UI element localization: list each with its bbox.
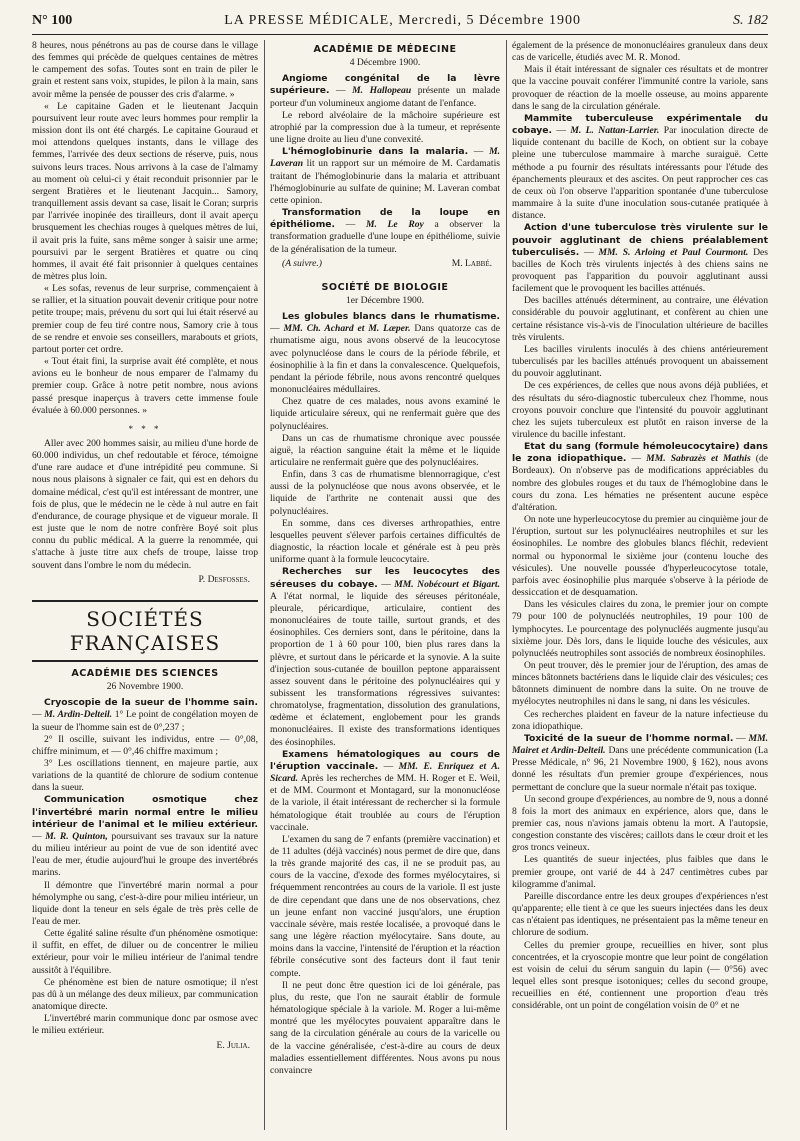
signature: P. Desfosses. [198,573,250,585]
paragraph: L'invertébré marin communique donc par osmose avec le milieu extérieur. [32,1013,258,1037]
article-author: MM. Ch. Achard et M. Læper. [283,323,411,335]
article: Les globules blancs dans le rhumatisme. — MM. Ch. Achard et M. Læper. Dans quatorze cas de rhumatisme aigu, nous avons observé de la leucocytose avec polynucléose dans le cours de la période fébrile, et éosinophilie à la fin et dans la convalescence. Quelquefois, pendant la période fébrile, nous avons rencontré quelques mononucléaires médullaires. [270,311,500,396]
article-text: Dans quatorze cas de rhumatisme aigu, nous avons observé de la leucocytose avec polynucléose dans le cours de la période fébrile, et éosinophilie à la fin et dans la convalescence. Quelquefois, pendant la période fébrile, nous avons rencontré quelques mononucléaires médullaires. [270,323,500,396]
article-author: M. Le Roy [365,219,424,231]
paragraph: Dans les vésicules claires du zona, le premier jour on compte 79 pour 100 de polynucléés neutrophiles, 19 pour 100 de lymphocytes. Le pourcentage des polynucléés augmente jusqu'au sixième jour. Dès lors, dans le liquide louche des vésicules, aux polynucléés neutrophiles sont associés de nombreux éosinophiles. [512,599,768,659]
paragraph: On note une hyperleucocytose du premier au cinquième jour de l'éruption, surtout sur les polynucléaires neutrophiles et sur les éosinophiles. Le nombre des globules blancs fléchit, redevient normal ou hyponormal le sixième jour (contenu louche des vésicules). Une nouvelle poussée d'hyperleucocytose totale, parfois avec éosinophilie plus marquée s'observe à la période de dessiccation et de desquamation. [512,514,768,599]
article-author: M. Laveran [270,146,500,170]
paragraph: Chez quatre de ces malades, nous avons examiné le liquide articulaire séreux, qui ne renfermait guère que des polynucléaires. [270,396,500,432]
society-date: 1er Décembre 1900. [345,294,425,306]
article-author: M. L. Nattan-Larrier. [570,125,660,137]
society-date: 4 Décembre 1900. [349,57,421,69]
paragraph: « Les sofas, revenus de leur surprise, commençaient à se rallier, et la situation pouvait devenir critique pour notre petite troupe; mais, prévenu du sort qui lui était réservé au premier coup de feu tiré contre nous, Samory crie à tous de se rendre et envoie ses conseillers, marabouts et griots, partout porter cet ordre. [32,283,258,355]
article-text: Par inoculation directe de liquide contenant du bacille de Koch, on obtient sur la cobaye pleine une tuberculose mammaire à marche suraiguë. Cette méthode a pu fournir des résultats intéressants pour l'étude des épanchements pleuraux et des ascites. On peut rapprocher ces cas de ceux où l'on observe l'apparition spontanée d'une tuberculose mammaire à la suite d'une inoculation sous-cutanée pratiquée à distance. [512,125,768,222]
column-1 [32,40,258,1135]
article-text: lit un rapport sur un mémoire de M. Cardamatis traitant de l'hémoglobinurie dans la malaria et attribuant l'hémoglobinurie au sulfate de quinine; M. Laveran combat cette opinion. [270,158,500,206]
signature: E. Julia. [216,1039,250,1051]
issue-number: N° 100 [32,13,73,28]
article-text: Après les recherches de MM. H. Roger et E. Weil, et de MM. Courmont et Montagard, sur la mononucléose de la variole, il était intéressant de rechercher si la formule hématologique était troublée au cours de l'éruption vaccinale. [270,773,500,833]
article-author: MM. S. Arloing et Paul Courmont. [598,246,749,258]
article-text: Dans une précédente communication (La Presse Médicale, n° 96, 21 Novembre 1900, § 162), nous avons donné les résultats d'un premier groupe d'expériences, nous permettant de conclure que la sueur normale n'était pas toxique. [512,745,768,793]
article: Examens hématologiques au cours de l'éruption vaccinale. — MM. E. Enriquez et A. Sicard. Après les recherches de MM. H. Roger et E. Weil, et de MM. Courmont et Montagard, sur la mononucléose de la variole, il était intéressant de rechercher si la formule hématologique était troublée au cours de l'éruption vaccinale. [270,748,500,833]
paragraph: Les quantités de sueur injectées, plus faibles que dans le premier groupe, ont varié de 44 à 247 centimètres cubes par kilogramme d'animal. [512,854,768,890]
article-text: poursuivant ses travaux sur la nature du milieu intérieur au point de vue de son identité avec l'eau de mer, étudie aujourd'hui le groupe des invertébrés marins. [32,830,258,879]
paragraph: Aller avec 200 hommes saisir, au milieu d'une horde de 60.000 individus, un chef redoutable et féroce, témoigne d'une rare audace et d'une intrépidité peu commune. Si nous nous plaisons à signaler ce fait, qui est en dehors du domaine médical, c'est qu'il est intéressant de montrer, une fois de plus, que le médecin ne le cède à nul autre en fait d'endurance, de courage physique et de vigueur morale. Il est juste que le nom de notre confrère Boyé soit plus connu du public médical. A la guerre la renommée, qui s'attache à juste titre aux chefs de troupe, laisse trop souvent dans l'ombre le nom du médecin. [32,438,258,571]
column-divider [264,40,265,1130]
article-title: Action d'une tuberculose très virulente sur le pouvoir agglutinant de chiens préalablement tuberculisés. [512,222,768,258]
paragraph: « Le capitaine Gaden et le lieutenant Jacquin poursuivent leur route avec leurs hommes pour remplir la mission dont ils ont été chargés. Le capitaine Gouraud et moi attendons quelques instants, dans le village des femmes, l'arrivée des deux sections de réserve, puis, nous suivons leurs traces. Nous arrivons à la case de l'almamy au moment où celui-ci y était reconduit prisonnier par le sergent Bratières et le lieutenant Jacquin... Samory, tranquillement assis devant sa case, lisait le Coran; surpris par l'arrivée inopinée des tirailleurs, dont il avait aperçu brusquement les chechias rouges à quelques mètres de lui, il avait pris la fuite, sans même songer à saisir une arme; poursuivi par le sergent Bratières et quatre ou cinq hommes, il avait été fait prisonnier à quelques centaines de mètres plus loin. [32,100,258,282]
article-author: M. R. Quinton, [45,830,108,842]
article: Angiome congénital de la lèvre supérieure. — M. Hallopeau présente un malade porteur d'un volumineux angiome datant de l'enfance. [270,73,500,109]
paragraph: Les bacilles virulents inoculés à des chiens antérieurement tuberculisés par les bacilles atténués provoquent un abaissement du pouvoir agglutinant. [512,343,768,380]
article-title: Cryoscopie de la sueur de l'homme sain. [44,697,258,709]
journal-title: LA PRESSE MÉDICALE, Mercredi, 5 Décembre 1900 [224,13,582,28]
paragraph: 8 heures, nous pénétrons au pas de course dans le village des femmes qui précède de quelques centaines de mètres le campement des sofas. Toutes sont en train de piler le grain et restent sans voix, stupides, le pilon à la main, sans avoir même la pensée de pousser des cris d'alarme. » [32,40,258,100]
paragraph: Le rebord alvéolaire de la mâchoire supérieure est atrophié par la compression due à la tumeur, et représente une ligne droite au lieu d'une convexité. [270,109,500,146]
paragraph: Ce phénomène est bien de nature osmotique; il n'est pas dû à un mélange des deux milieux, par communication anatomique directe. [32,976,258,1013]
paragraph: Enfin, dans 3 cas de rhumatisme blennorragique, c'est aussi de la polynucléose que nous avons observée, et le liquide de l'arthrite ne contenait aussi que des polynucléaires. [270,469,500,517]
signature: M. Labbé. [451,257,492,269]
article-text: A l'état normal, le liquide des séreuses péritonéale, pleurale, péricardique, articulaire, contient des mononucléaires de toute taille, surtout grands, et des éosinophiles. Ces derniers sont, dans le péritoine, dans la proportion de 1 à 60 pour 100, bien plus rares dans la plèvre, et surtout dans le péricarde et la synovie. A la suite d'injection sous-cutanée de bouillon peptone apparaissent assez souvent dans le péritoine des polynucléaires qui y subissent les transformations régressives suivantes: chromatolyse, fragmentation, dissolution des granulations, œdème et éclatement, englobement pour les grands mononucléaires. Il existe des transformations identiques des éosinophiles. [270,590,500,748]
page-header [32,10,768,32]
paragraph: Un second groupe d'expériences, au nombre de 9, nous a donné 8 fois la mort des animaux en expérience, alors que, dans le premier cas, nous n'avions jamais obtenu la mort. A l'autopsie, congestion constante des viscères; caillots dans le cœur droit et les gros troncs veineux. [512,793,768,854]
paragraph: 3° Les oscillations tiennent, en majeure partie, aux variations de la quantité de chlorure de sodium contenue dans la sueur. [32,757,258,794]
paragraph: En somme, dans ces diverses arthropathies, entre lesquelles peuvent s'élever parfois certaines difficultés de diagnostic, la réaction locale et générale est à peu près uniforme quant à la formule leucocytaire. [270,517,500,566]
article-author: M. Hallopeau [352,85,412,97]
society-title: ACADÉMIE DE MÉDECINE [313,44,457,55]
paragraph: Celles du premier groupe, recueillies en hiver, sont plus concentrées, et la cryoscopie montre que leur point de congélation est voisin de celui du sérum sanguin du lapin (— 0°56) avec lequel elles sont presque isotoniques; celles du second groupe, recueillies en été, contiennent une proportion d'eau très considérable, ont un point de congélation voisin de 0° et ne [512,939,768,1012]
paragraph: Ces recherches plaident en faveur de la nature infectieuse du zona idiopathique. [512,708,768,732]
society-title: ACADÉMIE DES SCIENCES [71,667,219,679]
paragraph: Il démontre que l'invertébré marin normal a pour hémolymphe ou sang, c'est-à-dire pour milieu intérieur, un liquide dont la teneur en sels égale de très près celle de l'eau de mer. [32,879,258,927]
paragraph: On peut trouver, dès le premier jour de l'éruption, des amas de minces bâtonnets bactériens dans le liquide clair des vésicules; ces bâtonnets diminuent de nombre dans la suite. On ne trouve de myélocytes neutrophiles ni dans le sang, ni dans les vésicules. [512,659,768,708]
paragraph: L'examen du sang de 7 enfants (première vaccination) et de 11 adultes (déjà vaccinés) nous permet de dire que, dans la très grande majorité des cas, il ne se produit pas, au cours de la vaccine, d'exode des formes myélocytaires, si fréquemment rencontrées au cours de la variole. Il est juste de dire cependant que dans une de nos observations, chez un jeune enfant non vacciné jusqu'alors, une éruption vaccinale sévère, mais restée localisée, a provoqué dans le sang une légère réaction myélocytaire. Sans doute, au moins dans la vaccine, l'intensité de l'éruption et la réaction fébrile consécutive sont des facteurs dont il faut tenir compte. [270,833,500,979]
page-number: S. 182 [733,13,768,28]
article: L'hémoglobinurie dans la malaria. — M. Laveran lit un rapport sur un mémoire de M. Cardamatis traitant de l'hémoglobinurie dans la malaria et attribuant l'hémoglobinurie au sulfate de quinine; M. Laveran combat cette opinion. [270,146,500,206]
article: Toxicité de la sueur de l'homme normal. — MM. Mairet et Ardin-Delteil. Dans une précédente communication (La Presse Médicale, n° 96, 21 Novembre 1900, § 162), nous avons donné les résultats d'un premier groupe d'expériences, nous permettant de conclure que la sueur normale n'était pas toxique. [512,732,768,793]
article-text: présente un malade porteur d'un volumineux angiome datant de l'enfance. [270,85,500,109]
article-text: a observer la transformation graduelle d'une loupe en épithéliome, suivie de la généralisation de la tumeur. [270,219,500,255]
column-2 [270,40,500,1135]
paragraph: « Tout était fini, la surprise avait été complète, et nous avions eu le bonheur de nous emparer de l'almamy du premier coup. Grâce à notre petit nombre, nous avions passé presque inaperçus à travers cette immense foule évaluée à 60.000 personnes. » [32,356,258,416]
article: Recherches sur les leucocytes des séreuses du cobaye. — MM. Nobécourt et Bigart. A l'état normal, le liquide des séreuses péritonéale, pleurale, péricardique, articulaire, contient des mononucléaires de toute taille, surtout grands, et des éosinophiles. Ces derniers sont, dans le péritoine, dans la proportion de 1 à 60 pour 100, bien plus rares dans la plèvre, et surtout dans le péricarde et la synovie. A la suite d'injection sous-cutanée de bouillon peptone apparaissent assez souvent dans le péritoine des polynucléaires qui y subissent les transformations régressives suivantes: chromatolyse, fragmentation, dissolution des granulations, œdème et éclatement, englobement pour les grands mononucléaires. Il existe des transformations identiques des éosinophiles. [270,566,500,748]
column-divider [506,40,507,1130]
article-title: Angiome congénital de la lèvre supérieure. [270,73,500,97]
article: Cryoscopie de la sueur de l'homme sain. — M. Ardin-Delteil. 1° Le point de congélation moyen de la sueur de l'homme sain est de 0°,237 ; [32,697,258,733]
article-author: MM. Nobécourt et Bigart. [394,578,500,590]
article-title: Examens hématologiques au cours de l'éruption vaccinale. [270,748,500,772]
article-author: MM. Sabrazès et Mathis [646,453,751,465]
paragraph: Cette égalité saline résulte d'un phénomène osmotique: il suffit, en effet, de diluer ou de concentrer le milieu extérieur, pour voir le milieu intérieur de l'animal tendre aussitôt à l'équilibre. [32,928,258,976]
article-title: Recherches sur les leucocytes des séreuses du cobaye. [270,566,500,590]
paragraph: Mais il était intéressant de signaler ces résultats et de montrer que la vaccine pouvait conférer l'immunité contre la variole, sans provoquer de réaction de la moelle osseuse, au moins apparente dans le sang de la circulation générale. [512,64,768,112]
article-title: L'hémoglobinurie dans la malaria. [282,146,469,158]
signature-line [282,258,492,270]
paragraph: De ces expériences, de celles que nous avons déjà publiées, et des résultats du séro-diagnostic tuberculeux chez l'homme, nous croyons pouvoir conclure que l'intensité du pouvoir agglutinant chez les sujets tuberculeux est plutôt en raison inverse de la virulence du bacille infestant. [512,380,768,440]
article-text: (de Bordeaux). On n'observe pas de modifications appréciables du nombre des globules rouges et du taux de l'hémoglobine dans le cours du zona. Les hématies ne présentent aucune espèce d'altération. [512,453,768,513]
article: Etat du sang (formule hémoleucocytaire) dans le zona idiopathique. — MM. Sabrazès et Mathis (de Bordeaux). On n'observe pas de modifications appréciables du nombre des globules rouges et du taux de l'hémoglobine dans le cours du zona. Les hématies ne présentent aucune espèce d'altération. [512,441,768,513]
article-title: Etat du sang (formule hémoleucocytaire) dans le zona idiopathique. [512,441,768,465]
article: Action d'une tuberculose très virulente sur le pouvoir agglutinant de chiens préalablement tuberculisés. — MM. S. Arloing et Paul Courmont. Des bacilles de Koch très virulents injectés à des chiens sains ne provoquent pas l'apparition du pouvoir agglutinant aussi facilement que le provoquent les bacilles atténués. [512,222,768,295]
paragraph: 2° Il oscille, suivant les individus, entre — 0°,08, chiffre minimum, et — 0°,46 chiffre maximum ; [32,733,258,757]
paragraph: Des bacilles atténués déterminent, au contraire, une élévation considérable du pouvoir agglutinant, et confèrent au chien une certaine résistance vis-à-vis de l'inoculation ultérieure de bacilles très virulents. [512,295,768,343]
article: Mammite tuberculeuse expérimentale du cobaye. — M. L. Nattan-Larrier. Par inoculation directe de liquide contenant du bacille de Koch, on obtient sur la cobaye pleine une tuberculose mammaire à marche suraiguë. Cette méthode a pu fournir des résultats intéressants pour l'étude des épanchements pleuraux et des ascites. On peut rapprocher ces cas de ceux où l'on observe l'apparition spontanée d'une tuberculose mammaire à la suite d'une inoculation sous-cutanée pratiquée à distance. [512,112,768,222]
article-author: MM. E. Enriquez et A. Sicard. [270,760,500,785]
society-date: 26 Novembre 1900. [106,681,184,693]
to-be-continued: (A suivre.) [282,257,322,269]
article-title: Transformation de la loupe en épithéliome. [270,207,500,231]
article-title: Les globules blancs dans le rhumatisme. [282,311,500,323]
article-text: 1° Le point de congélation moyen de la sueur de l'homme sain est de 0°,237 ; [32,709,258,733]
article: Transformation de la loupe en épithéliome. — M. Le Roy a observer la transformation graduelle d'une loupe en épithéliome, suivie de la généralisation de la tumeur. [270,207,500,255]
separator-stars: * * * [128,423,162,434]
article-text: Des bacilles de Koch très virulents injectés à des chiens sains ne provoquent pas l'apparition du pouvoir agglutinant aussi facilement que le provoquent les bacilles atténués. [512,246,768,295]
paragraph: Il ne peut donc être question ici de loi générale, pas plus, du reste, que l'on ne saurait établir de formule hématologique spéciale à la variole. M. Roger a lui-même montré que les myélocytes pouvaient apparaître dans le sang de la circulation générale au cours de la varicelle ou de la vaccine généralisée, c'est-à-dire au cours de deux maladies essentiellement différentes. Nous avons pu nous convaincre [270,979,500,1076]
paragraph: également de la présence de mononucléaires granuleux dans deux cas de varicelle, étudiés avec M. R. Monod. [512,40,768,64]
paragraph: Dans un cas de rhumatisme chronique avec poussée aiguë, la réaction sanguine était la même et le liquide articulaire ne renfermait guère que des polynucléaires. [270,432,500,468]
article-title: Toxicité de la sueur de l'homme normal. [524,732,734,744]
paragraph: Pareille discordance entre les deux groupes d'expériences n'est qu'apparente; elle tient à ce que les sueurs injectées dans les deux cas n'étaient pas identiques, ne présentaient pas la même teneur en chlorure de sodium. [512,890,768,939]
column-3 [512,40,768,1135]
article-author: MM. Mairet et Ardin-Delteil. [512,732,768,757]
article-author: M. Ardin-Delteil. [44,709,113,721]
header-rule [32,34,768,35]
society-title: SOCIÉTÉ DE BIOLOGIE [321,281,449,293]
article-title: Communication osmotique chez l'invertébré marin normal entre le milieu intérieur de l'animal et le milieu extérieur. [32,794,258,830]
article: Communication osmotique chez l'invertébré marin normal entre le milieu intérieur de l'animal et le milieu extérieur. — M. R. Quinton, poursuivant ses travaux sur la nature du milieu intérieur au point de vue de son identité avec l'eau de mer, étudie aujourd'hui le groupe des invertébrés marins. [32,794,258,879]
section-heading: SOCIÉTÉS FRANÇAISES [32,600,258,662]
article-title: Mammite tuberculeuse expérimentale du cobaye. [512,112,768,137]
